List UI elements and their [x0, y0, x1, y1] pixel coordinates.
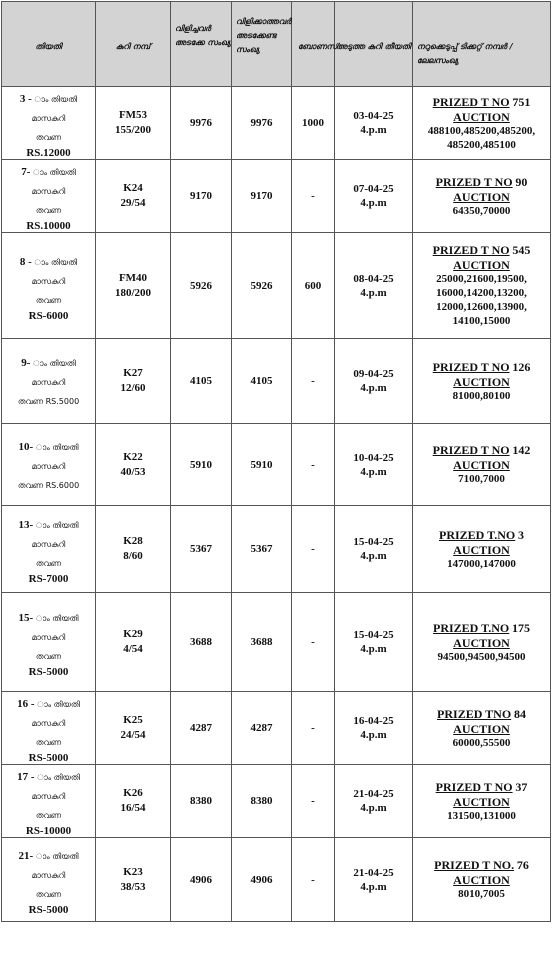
unbid-amount-cell: 5926	[232, 233, 292, 339]
day-number: 15-	[18, 612, 36, 624]
chit-ratio: 24/54	[120, 729, 146, 741]
prize-label: PRIZED T NO	[432, 359, 510, 374]
header-next-date: അടുത്ത കുറി തീയതി	[335, 2, 413, 87]
bid-amount-cell: 5910	[171, 424, 232, 506]
bid-amount-cell: 3688	[171, 593, 232, 692]
month-label: മാസകുറി	[31, 461, 66, 471]
chit-number: K26	[123, 787, 143, 799]
chit-table	[1, 1, 551, 922]
month-label: മാസകുറി	[31, 187, 66, 196]
next-date-cell	[335, 765, 413, 838]
bonus-cell: -	[292, 506, 335, 593]
date-cell	[2, 765, 96, 838]
month-label: മാസകുറി	[31, 719, 66, 728]
next-date: 10-04-25	[353, 451, 394, 464]
auction-amounts: 12000,12600,13900,	[436, 301, 527, 313]
installment-amount: RS-6000	[28, 309, 69, 322]
chit-ratio: 16/54	[120, 802, 146, 814]
day-label: ാം തിയതി	[35, 442, 79, 452]
table-row	[2, 765, 551, 838]
unbid-amount-cell: 4105	[232, 339, 292, 424]
table-row	[2, 233, 551, 339]
chit-cell	[96, 593, 171, 692]
bid-amount-cell: 9976	[171, 87, 232, 160]
header-unbid-amount: വിളിക്കാത്തവർ അടക്കേണ്ട സംഖ്യ	[232, 2, 292, 87]
chit-cell	[96, 838, 171, 922]
auction-label: AUCTION	[453, 109, 510, 124]
prize-label: PRIZED T NO	[432, 443, 510, 457]
chit-number: K28	[123, 535, 143, 547]
table-row	[2, 339, 551, 424]
auction-label: AUCTION	[453, 458, 510, 472]
bid-amount-cell: 4906	[171, 838, 232, 922]
chit-number: K22	[123, 450, 143, 463]
prize-label: PRIZED T NO	[432, 243, 510, 257]
auction-amounts: 64350,70000	[452, 204, 511, 217]
chit-ratio: 155/200	[114, 124, 152, 136]
next-date-cell	[335, 160, 413, 233]
installment-label: തവണ	[35, 295, 62, 305]
chit-number: K25	[123, 714, 143, 726]
next-date: 15-04-25	[353, 536, 394, 548]
chit-cell	[96, 339, 171, 424]
day-number: 17 -	[17, 771, 38, 783]
prize-label: PRIZED T NO	[435, 779, 513, 794]
ticket-number: 175	[512, 620, 530, 635]
unbid-amount-cell: 4906	[232, 838, 292, 922]
day-number: 7-	[21, 166, 34, 178]
next-date: 07-04-25	[353, 183, 394, 195]
installment-amount: RS-5000	[28, 666, 69, 678]
day-label: ാം തിയതി	[37, 700, 80, 709]
prize-cell	[413, 87, 551, 160]
next-date-cell	[335, 506, 413, 593]
next-time: 4.p.m	[360, 124, 387, 136]
unbid-amount-cell: 8380	[232, 765, 292, 838]
table-row	[2, 593, 551, 692]
chit-number: K23	[123, 865, 143, 878]
next-time: 4.p.m	[360, 643, 387, 655]
table-row	[2, 424, 551, 506]
installment-label: തവണ	[35, 133, 62, 142]
auction-amounts: 131500,131000	[447, 809, 516, 822]
bid-amount-cell: 5367	[171, 506, 232, 593]
chit-cell	[96, 506, 171, 593]
chit-cell	[96, 765, 171, 838]
installment-amount: RS.10000	[26, 220, 71, 232]
date-cell	[2, 339, 96, 424]
day-label: ാം തിയതി	[35, 521, 79, 530]
installment-label: തവണ	[35, 738, 62, 747]
installment-amount: RS-10000	[25, 825, 72, 837]
next-date: 15-04-25	[353, 629, 394, 641]
bonus-cell: -	[292, 593, 335, 692]
installment-label: തവണ	[35, 206, 62, 215]
installment-label: തവണ RS.6000	[17, 480, 80, 490]
header-row	[2, 2, 551, 87]
chit-ratio: 12/60	[120, 382, 146, 394]
auction-amounts: 60000,55500	[452, 736, 511, 749]
next-date-cell	[335, 593, 413, 692]
bid-amount-cell: 5926	[171, 233, 232, 339]
table-row	[2, 506, 551, 593]
chit-ratio: 8/60	[123, 550, 143, 562]
table-row	[2, 692, 551, 765]
month-label: മാസകുറി	[31, 633, 66, 642]
installment-label: തവണ	[35, 811, 62, 820]
next-date: 03-04-25	[353, 110, 394, 122]
auction-label: AUCTION	[453, 189, 510, 204]
day-number: 13-	[18, 519, 36, 531]
next-date: 09-04-25	[353, 368, 394, 380]
installment-amount: RS-5000	[28, 903, 69, 916]
date-cell	[2, 692, 96, 765]
unbid-amount-cell: 5910	[232, 424, 292, 506]
table-row	[2, 87, 551, 160]
day-number: 21-	[18, 849, 36, 862]
next-date: 16-04-25	[353, 715, 394, 727]
next-time: 4.p.m	[360, 729, 387, 741]
installment-amount: RS.12000	[26, 147, 71, 159]
auction-label: AUCTION	[453, 258, 510, 272]
chit-cell	[96, 160, 171, 233]
prize-label: PRIZED T.NO	[433, 620, 510, 635]
installment-label: തവണ	[35, 559, 62, 568]
date-cell	[2, 424, 96, 506]
unbid-amount-cell: 5367	[232, 506, 292, 593]
prize-label: PRIZED TNO	[437, 706, 512, 721]
day-number: 10-	[18, 440, 36, 453]
chit-cell	[96, 692, 171, 765]
next-date: 08-04-25	[353, 272, 394, 285]
chit-cell	[96, 233, 171, 339]
date-cell	[2, 233, 96, 339]
day-label: ാം തിയതി	[34, 257, 78, 267]
bonus-cell: -	[292, 424, 335, 506]
bonus-cell: -	[292, 838, 335, 922]
next-date: 21-04-25	[353, 788, 394, 800]
header-chit-no: കുറി നമ്പ്	[96, 2, 171, 87]
day-number: 9-	[21, 357, 34, 369]
auction-amounts: 488100,485200,485200,	[427, 124, 536, 137]
bonus-cell: 1000	[292, 87, 335, 160]
auction-amounts: 14100,15000	[452, 315, 511, 327]
day-label: ാം തിയതി	[37, 773, 80, 782]
prize-cell	[413, 424, 551, 506]
prize-cell	[413, 593, 551, 692]
month-label: മാസകുറി	[31, 378, 66, 387]
next-date: 21-04-25	[353, 866, 394, 879]
ticket-number: 84	[513, 706, 526, 721]
bid-amount-cell: 9170	[171, 160, 232, 233]
header-date: തിയതി	[2, 2, 96, 87]
day-label: ാം തിയതി	[33, 168, 76, 177]
auction-amounts: 16000,14200,13200,	[436, 287, 527, 299]
prize-cell	[413, 765, 551, 838]
unbid-amount-cell: 4287	[232, 692, 292, 765]
next-date-cell	[335, 838, 413, 922]
ticket-number: 142	[512, 443, 531, 457]
header-bid-amount: വിളിച്ചവർ അടക്കേ സംഖ്യ	[171, 2, 232, 87]
ticket-number: 90	[515, 174, 528, 189]
auction-label: AUCTION	[453, 635, 510, 650]
month-label: മാസകുറി	[31, 792, 66, 801]
unbid-amount-cell: 9976	[232, 87, 292, 160]
day-label: ാം തിയതി	[35, 851, 79, 861]
next-date-cell	[335, 424, 413, 506]
bonus-cell: -	[292, 692, 335, 765]
next-time: 4.p.m	[360, 197, 387, 209]
next-time: 4.p.m	[360, 880, 387, 893]
month-label: മാസകുറി	[31, 870, 66, 880]
month-label: മാസകുറി	[31, 540, 66, 549]
ticket-number: 545	[512, 243, 531, 257]
prize-cell	[413, 506, 551, 593]
auction-amounts: 8010,7005	[458, 888, 505, 900]
ticket-number: 3	[518, 527, 524, 542]
date-cell	[2, 160, 96, 233]
date-cell	[2, 838, 96, 922]
header-prize: നറുക്കെടുപ്പ് ടിക്കറ്റ് നമ്പർ /ലേലസംഖ്യ	[413, 2, 551, 87]
chit-number: FM53	[118, 109, 148, 121]
bid-amount-cell: 4287	[171, 692, 232, 765]
chit-ratio: 180/200	[114, 286, 152, 299]
day-label: ാം തിയതി	[35, 614, 79, 623]
auction-label: AUCTION	[453, 374, 510, 389]
auction-label: AUCTION	[453, 542, 510, 557]
table-row	[2, 838, 551, 922]
bid-amount-cell: 8380	[171, 765, 232, 838]
prize-cell	[413, 339, 551, 424]
unbid-amount-cell: 9170	[232, 160, 292, 233]
day-number: 3 -	[19, 93, 35, 105]
next-date-cell	[335, 339, 413, 424]
auction-label: AUCTION	[453, 873, 510, 887]
day-number: 16 -	[17, 698, 38, 710]
chit-ratio: 4/54	[123, 643, 143, 655]
next-time: 4.p.m	[360, 382, 387, 394]
auction-amounts: 7100,7000	[458, 473, 505, 485]
chit-number: K24	[123, 182, 143, 194]
auction-amounts: 81000,80100	[452, 389, 511, 402]
auction-amounts: 485200,485100	[447, 138, 516, 151]
chit-ratio: 29/54	[120, 197, 146, 209]
ticket-number: 37	[515, 779, 528, 794]
month-label: മാസകുറി	[31, 114, 66, 123]
installment-label: തവണ	[35, 889, 62, 899]
date-cell	[2, 506, 96, 593]
next-time: 4.p.m	[360, 286, 387, 299]
installment-label: തവണ RS.5000	[17, 397, 80, 406]
next-time: 4.p.m	[360, 802, 387, 814]
prize-cell	[413, 838, 551, 922]
prize-cell	[413, 160, 551, 233]
chit-number: K29	[123, 628, 143, 640]
prize-label: PRIZED T NO	[432, 94, 510, 109]
bid-amount-cell: 4105	[171, 339, 232, 424]
installment-amount: RS-5000	[28, 752, 69, 764]
next-time: 4.p.m	[360, 465, 387, 478]
auction-label: AUCTION	[453, 721, 510, 736]
auction-amounts: 25000,21600,19500,	[436, 273, 527, 285]
prize-cell	[413, 692, 551, 765]
auction-label: AUCTION	[453, 794, 510, 809]
date-cell	[2, 593, 96, 692]
chit-cell	[96, 424, 171, 506]
next-time: 4.p.m	[360, 550, 387, 562]
prize-label: PRIZED T NO	[435, 174, 513, 189]
bonus-cell: 600	[292, 233, 335, 339]
chit-number: K27	[123, 367, 143, 379]
chit-cell	[96, 87, 171, 160]
unbid-amount-cell: 3688	[232, 593, 292, 692]
header-bonus: ബോണസ്	[292, 2, 335, 87]
chit-ratio: 38/53	[120, 880, 146, 893]
bonus-cell: -	[292, 339, 335, 424]
bonus-cell: -	[292, 765, 335, 838]
day-label: ാം തിയതി	[34, 95, 78, 104]
ticket-number: 126	[512, 359, 531, 374]
prize-cell	[413, 233, 551, 339]
next-date-cell	[335, 233, 413, 339]
chit-ratio: 40/53	[120, 465, 146, 478]
ticket-number: 751	[512, 94, 531, 109]
auction-amounts: 94500,94500,94500	[437, 650, 526, 663]
bonus-cell: -	[292, 160, 335, 233]
date-cell	[2, 87, 96, 160]
ticket-number: 76	[516, 858, 529, 872]
day-label: ാം തിയതി	[33, 359, 76, 368]
installment-label: തവണ	[35, 652, 62, 661]
day-number: 8 -	[19, 255, 35, 268]
installment-amount: RS-7000	[28, 573, 69, 585]
prize-label: PRIZED T.NO	[439, 527, 516, 542]
next-date-cell	[335, 692, 413, 765]
chit-number: FM40	[118, 271, 148, 284]
prize-label: PRIZED T NO.	[434, 858, 515, 872]
table-row	[2, 160, 551, 233]
auction-amounts: 147000,147000	[447, 557, 516, 570]
month-label: മാസകുറി	[31, 276, 66, 286]
next-date-cell	[335, 87, 413, 160]
